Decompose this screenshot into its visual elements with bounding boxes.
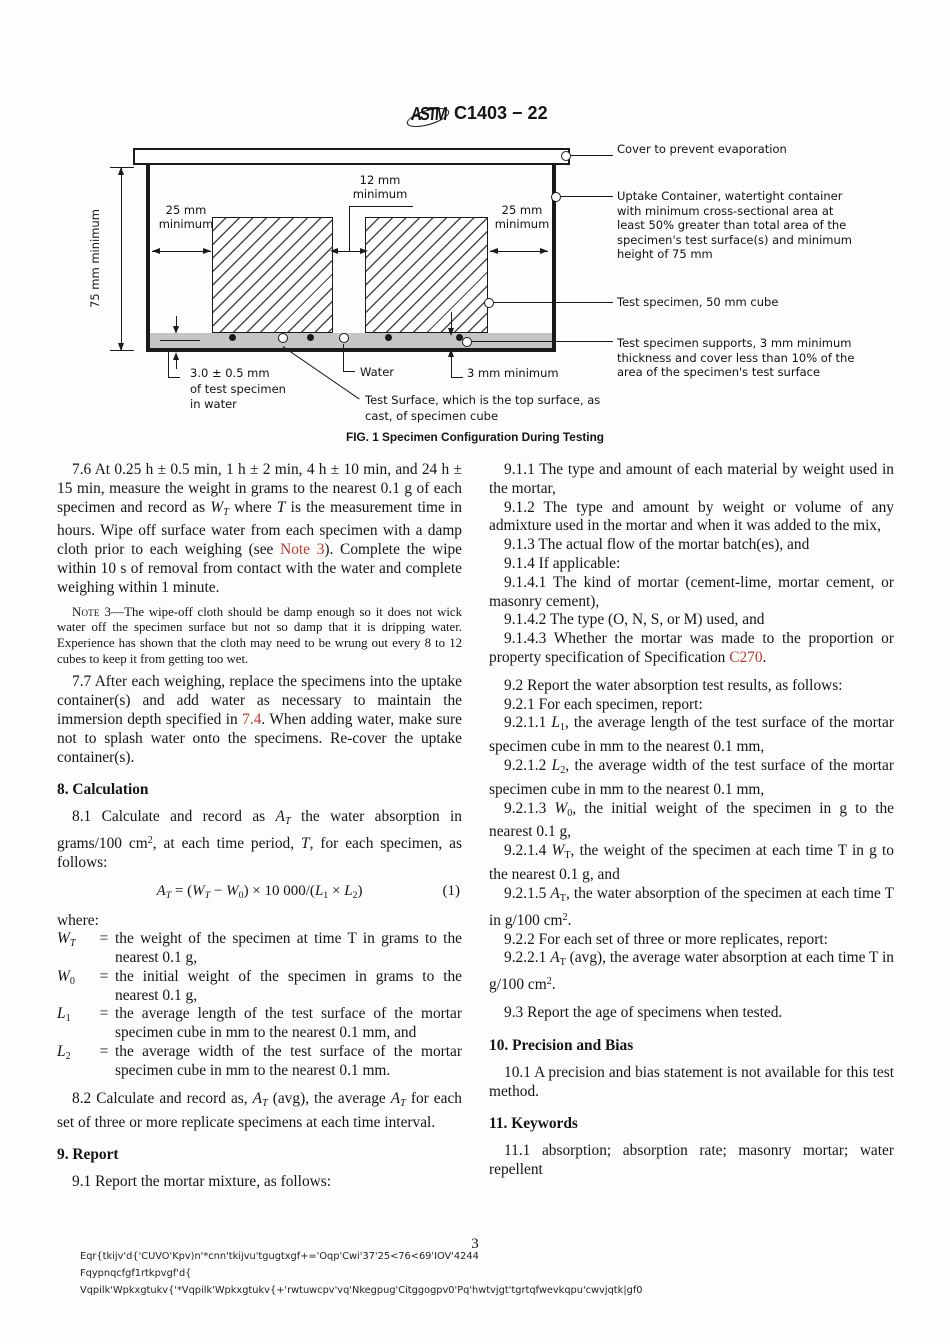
para-9-2-1-5-text: 9.2.1.5 AT, the water absorption of the specimen at each time T in g/100 $cm^2$. [489,884,894,929]
immersion-arrow-line2 [176,359,177,369]
para-9-2-1-1-text: 9.2.1.1 L1, the average length of the test surface of the mortar specimen cube in mm to the nearest 0.1 mm, [489,714,894,756]
def-text-l1: the average length of the test surface of the mortar specimen cube in mm to the nearest 0.1 mm, and [115,1005,462,1042]
note-3 [57,605,462,668]
para-7-6 [57,461,462,598]
def-term-l1: L1 [57,1005,71,1025]
cover-leader-anchor [561,151,571,161]
para-8-1-text: 8.1 Calculate and record as AT the water absorption in grams/100 $cm^2$, at each time period, T, for each specimen, as follows: [57,808,463,871]
para-9-2-1-3-text: 9.2.1.3 W0, the initial weight of the specimen in g to the nearest 0.1 g, [489,799,895,841]
para-8-1 [57,808,462,873]
support-dot [385,334,392,341]
footer-line-1: Eqr{tkijv'd{'CUVO'Kpv)n'*cnn'tkijvu'tgugtxgf+='Oqp'Cwi'37'25<76<69'IOV'4244 [80,1251,479,1262]
immersion-label: 3.0 ± 0.5 mm of test specimen in water [190,366,286,411]
para-9-2-1-2-text: 9.2.1.2 L2, the average width of the test surface of the mortar specimen cube in mm to the nearest 0.1 mm, [489,757,894,798]
ref-7-4-link[interactable]: 7.4 [242,711,262,729]
para-9-1 [57,1173,462,1192]
immersion-leader-v [168,352,169,378]
d3-leader-h [451,377,463,378]
support-dot [229,334,236,341]
supports-leader-line [472,341,613,342]
cover-shape [133,148,570,165]
para-9-2-1-5 [489,885,894,931]
dim-25-right-label: 25 mm minimum [494,203,550,231]
support-dot [307,334,314,341]
page-number: 3 [471,1236,479,1252]
para-8-2 [57,1090,462,1133]
para-9-2-1-4-text: 9.2.1.4 WT, the weight of the specimen at each time T in g to the nearest 0.1 g, and [489,842,894,884]
dim-25-left-label: 25 mm minimum [158,203,214,231]
d3-label: 3 mm minimum [467,366,559,380]
dim-12-bracket-v [349,206,350,252]
test-surface-label: Test Surface, which is the top surface, as cast, of specimen cube [365,393,601,423]
equation-1-body: AT = (WT − W0) × 10 000/(L1 × L2) [156,882,363,901]
dim-arrowhead [330,248,338,254]
para-7-6-text: 7.6 At 0.25 h ± 0.5 min, 1 h ± 2 min, 4 h ± 10 min, and 24 h ± 15 min, measure the weight in grams to the nearest 0.1 g of each specimen and record as WT where T is the measurement time in hours. Wipe off surface water from each specimen with a damp cloth prior to each weighing (see [57,461,463,559]
para-9-1-2 [489,499,894,537]
right-column [489,461,894,1180]
def-equals: = [99,930,109,948]
note-3-link[interactable]: Note 3 [280,541,325,559]
specimen-cube-right [365,217,488,333]
immersion-leader-h [168,377,180,378]
dim-arrowhead [490,248,498,254]
immersion-arrow-down [173,326,179,334]
heading-8-calculation: 8. Calculation [57,781,149,799]
para-9-2-1-3 [489,800,894,843]
para-7-7-text2: . When adding water, make sure not to splash water onto the specimens. Re-cover the uptake container(s). [57,711,462,766]
c270-link[interactable]: C270 [729,648,763,666]
callout-cover: Cover to prevent evaporation [617,142,787,156]
para-7-6-text2: ). Complete the wipe within 10 s of removal from contact with the water and complete weighing within 1 minute. [57,541,463,596]
d3-arrow-line [451,312,452,329]
para-9-1-1-text: 9.1.1 The type and amount of each material by weight used in the mortar, [489,461,894,497]
para-9-2-1-1 [489,714,894,757]
dim-arrowhead [203,248,211,254]
uptake-leader-line [560,196,613,197]
dim-12-bracket-h [349,206,413,207]
para-9-1-4 [489,555,894,574]
para-9-1-3 [489,536,894,555]
callout-specimen-supports: Test specimen supports, 3 mm minimum thickness and cover less than 10% of the area of the specimen's test surface [617,336,855,380]
dim-75-tick-bottom [110,350,134,351]
equation-1 [57,882,462,906]
para-9-2-1-text: 9.2.1 For each specimen, report: [504,695,703,713]
para-10-1 [489,1064,894,1102]
supports-leader-anchor [462,337,472,347]
para-7-7-text: 7.7 After each weighing, replace the specimens into the uptake container(s) and add water as necessary to maintain the immersion depth specified in [57,673,462,729]
surface-leader-anchor [278,333,288,343]
para-9-3-text: 9.3 Report the age of specimens when tested. [504,1004,783,1022]
d3-leader-v [451,356,452,378]
definition-row [57,930,462,968]
para-9-1-text: 9.1 Report the mortar mixture, as follows: [72,1173,332,1191]
para-7-7 [57,673,462,767]
para-9-1-4-2 [489,611,894,630]
def-text-l2: the average width of the test surface of the mortar specimen cube in mm to the nearest 0.1 mm. [115,1043,462,1079]
para-9-2-1-4 [489,842,894,885]
dim-75-tick-top [110,167,134,168]
water-leader-h [343,371,355,372]
def-equals: = [99,967,109,985]
water-leader-v [343,344,344,372]
para-9-2 [489,677,894,696]
d3-arrow-down [448,328,454,336]
callout-test-specimen: Test specimen, 50 mm cube [617,295,779,309]
cover-leader-line [571,155,613,156]
para-9-1-4-3 [489,630,894,668]
callout-uptake-container: Uptake Container, watertight container with minimum cross-sectional area at least 50% greater than total area of the specimen's test surface(s) and minimum height of 75 mm [617,189,852,262]
where-label: where: [57,911,99,929]
para-8-2-text: 8.2 Calculate and record as, AT (avg), the average AT for each set of three or more replicate specimens at each time interval. [57,1089,462,1131]
para-9-1-4-1-text: 9.1.4.1 The kind of mortar (cement-lime, mortar cement, or masonry cement), [489,573,894,610]
note-3-text: Note 3—The wipe-off cloth should be damp enough so it does not wick water off the specimen surface but not so damp that it is dripping water. Experience has shown that the cloth may need to be wrung out every 8 to 12 cubes to keep it from getting too wet. [57,604,462,666]
definition-row [57,968,462,1006]
para-9-2-2-text: 9.2.2 For each set of three or more replicates, report: [504,930,828,948]
para-9-3 [489,1004,894,1023]
specimen-cube-left [212,217,333,333]
left-column [57,461,462,1192]
para-9-2-2 [489,931,894,950]
def-equals: = [99,1005,109,1023]
para-9-1-4-1 [489,574,894,612]
page-header [0,100,950,136]
def-text-w0: the initial weight of the specimen in grams to the nearest 0.1 g, [115,967,462,1004]
heading-9-report: 9. Report [57,1146,119,1164]
dim-75-label: 75 mm minimum [88,209,102,309]
footer-watermark [80,1248,880,1299]
def-text-wt: the weight of the specimen at time T in grams to the nearest 0.1 g, [115,930,462,967]
para-9-1-4-2-text: 9.1.4.2 The type (O, N, S, or M) used, and [504,611,765,629]
para-11-1-text: 11.1 absorption; absorption rate; masonry mortar; water repellent [489,1142,894,1178]
dim-arrowhead [152,248,160,254]
dim-arrowhead [360,248,368,254]
definition-row [57,1005,462,1043]
def-term-wt: WT [57,930,76,950]
def-equals: = [99,1043,109,1061]
astm-logo-letters: ASTM [410,103,447,126]
para-9-1-2-text: 9.1.2 The type and amount by weight or volume of any admixture used in the mortar and when it was added to the mix, [489,498,894,535]
para-9-2-text: 9.2 Report the water absorption test results, as follows: [504,676,843,694]
water-leader-anchor [339,333,349,343]
equation-1-number: (1) [442,882,460,899]
figure-1 [0,140,950,452]
dim-12-label: 12 mm minimum [352,173,408,201]
para-9-1-3-text: 9.1.3 The actual flow of the mortar batch(es), and [504,536,810,554]
para-11-1 [489,1142,894,1180]
dim-75-line [121,168,122,350]
para-9-2-1-2 [489,757,894,800]
para-9-1-4-text: 9.1.4 If applicable: [504,554,621,572]
para-10-1-text: 10.1 A precision and bias statement is not available for this test method. [489,1063,894,1100]
para-9-2-2-1 [489,949,894,995]
definition-row [57,1043,462,1081]
footer-line-2: Fqypnqcfgf1rtkpvgf'd{ [80,1268,192,1279]
def-term-l2: L2 [57,1043,71,1063]
para-9-1-4-3-text: 9.1.4.3 Whether the mortar was made to the proportion or property specification of Specification [489,630,894,666]
standard-designation: C1403 − 22 [454,103,548,123]
dim-arrowhead [540,248,548,254]
figure-caption: FIG. 1 Specimen Configuration During Testing [345,430,604,444]
footer-line-3: Vqpilk'Wpkxgtukv{'*Vqpilk'Wpkxgtukv{+'rwtuwcpv'vq'Nkegpug'Citggogpv0'Pq'hwtvjgt'tgrtqfwevkqpu'cwvjqtk|gf0 [80,1285,643,1296]
para-9-1-4-3-text2: . [762,648,767,666]
heading-10-precision-and-bias: 10. Precision and Bias [489,1036,634,1054]
specimen-leader-line [493,302,613,303]
astm-logo-icon [408,102,448,132]
heading-11-keywords: 11. Keywords [489,1115,578,1133]
water-label: Water [360,365,394,379]
para-9-1-1 [489,461,894,499]
para-9-2-1 [489,696,894,715]
def-term-w0: W0 [57,967,75,987]
para-9-2-2-1-text: 9.2.2.1 AT (avg), the average water absorption at each time T in g/100 $cm^2$. [489,949,894,994]
immersion-tick [160,340,200,341]
